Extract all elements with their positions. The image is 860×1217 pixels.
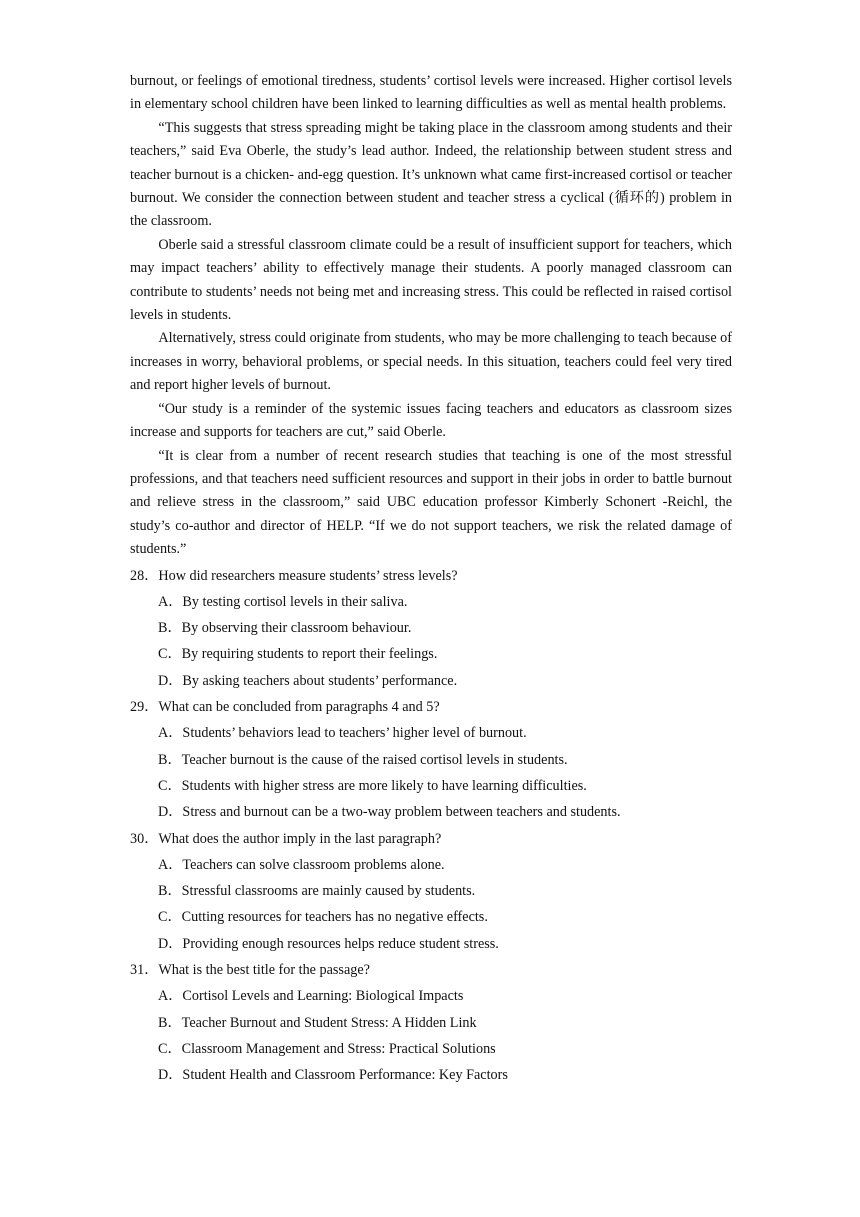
answer-option-a: A．Cortisol Levels and Learning: Biological Impacts bbox=[158, 988, 464, 1005]
answer-option-b: B．Stressful classrooms are mainly caused by students. bbox=[158, 883, 476, 900]
question-28 bbox=[130, 563, 732, 694]
answer-option-c: C．Students with higher stress are more likely to have learning difficulties. bbox=[158, 777, 587, 794]
exam-page bbox=[130, 70, 732, 1088]
answer-option-b: B．By observing their classroom behaviour. bbox=[158, 620, 412, 637]
question-29 bbox=[130, 694, 732, 825]
passage-paragraph-3: Oberle said a stressful classroom climate could be a result of insufficient support for teachers, which may impact teachers’ ability to effectively manage their students. A poorly managed classroom can contribute to students’ needs not being met and increasing stress. This could be reflected in raised cortisol levels in students. bbox=[130, 236, 732, 324]
passage-paragraph-2: “This suggests that stress spreading might be taking place in the classroom among students and their teachers,” said Eva Oberle, the study’s lead author. Indeed, the relationship between student stress and teacher burnout is a chicken- and-egg question. It’s unknown what came first-increased cortisol or teacher burnout. We consider the connection between student and teacher stress a cyclical (循环的) problem in the classroom. bbox=[130, 119, 732, 230]
reading-passage bbox=[130, 70, 732, 562]
answer-option-d: D．By asking teachers about students’ performance. bbox=[158, 672, 458, 689]
passage-paragraph-5: “Our study is a reminder of the systemic issues facing teachers and educators as classroom sizes increase and supports for teachers are cut,” said Oberle. bbox=[130, 400, 732, 441]
answer-option-b: B．Teacher burnout is the cause of the raised cortisol levels in students. bbox=[158, 751, 568, 768]
answer-option-d: D．Providing enough resources helps reduce student stress. bbox=[158, 935, 499, 952]
question-stem: 31．What is the best title for the passage? bbox=[130, 961, 370, 978]
answer-option-c: C．Classroom Management and Stress: Practical Solutions bbox=[158, 1040, 496, 1057]
question-31 bbox=[130, 957, 732, 1088]
passage-paragraph-4: Alternatively, stress could originate from students, who may be more challenging to teach because of increases in worry, behavioral problems, or special needs. In this situation, teachers could feel very tired and report higher levels of burnout. bbox=[130, 330, 732, 394]
answer-option-a: A．By testing cortisol levels in their saliva. bbox=[158, 593, 408, 610]
answer-option-a: A．Teachers can solve classroom problems alone. bbox=[158, 856, 445, 873]
question-list bbox=[130, 563, 732, 1089]
question-stem: 28．How did researchers measure students’ stress levels? bbox=[130, 567, 458, 584]
answer-option-b: B．Teacher Burnout and Student Stress: A Hidden Link bbox=[158, 1014, 477, 1031]
question-stem: 29．What can be concluded from paragraphs 4 and 5? bbox=[130, 699, 440, 716]
answer-option-c: C．By requiring students to report their feelings. bbox=[158, 646, 438, 663]
answer-option-d: D．Stress and burnout can be a two-way problem between teachers and students. bbox=[158, 804, 621, 821]
question-stem: 30．What does the author imply in the last paragraph? bbox=[130, 830, 442, 847]
answer-option-c: C．Cutting resources for teachers has no negative effects. bbox=[158, 909, 488, 926]
passage-paragraph-1: burnout, or feelings of emotional tiredness, students’ cortisol levels were increased. Higher cortisol levels in elementary school children have been linked to learning difficulties as well as mental health problems. bbox=[130, 73, 732, 113]
passage-paragraph-6: “It is clear from a number of recent research studies that teaching is one of the most stressful professions, and that teachers need sufficient resources and support in their jobs in order to battle burnout and relieve stress in the classroom,” said UBC education professor Kimberly Schonert -Reichl, the study’s co-author and director of HELP. “If we do not support teachers, we risk the related damage of students.” bbox=[130, 447, 732, 558]
answer-option-a: A．Students’ behaviors lead to teachers’ higher level of burnout. bbox=[158, 725, 527, 742]
answer-option-d: D．Student Health and Classroom Performance: Key Factors bbox=[158, 1067, 508, 1084]
question-30 bbox=[130, 826, 732, 957]
